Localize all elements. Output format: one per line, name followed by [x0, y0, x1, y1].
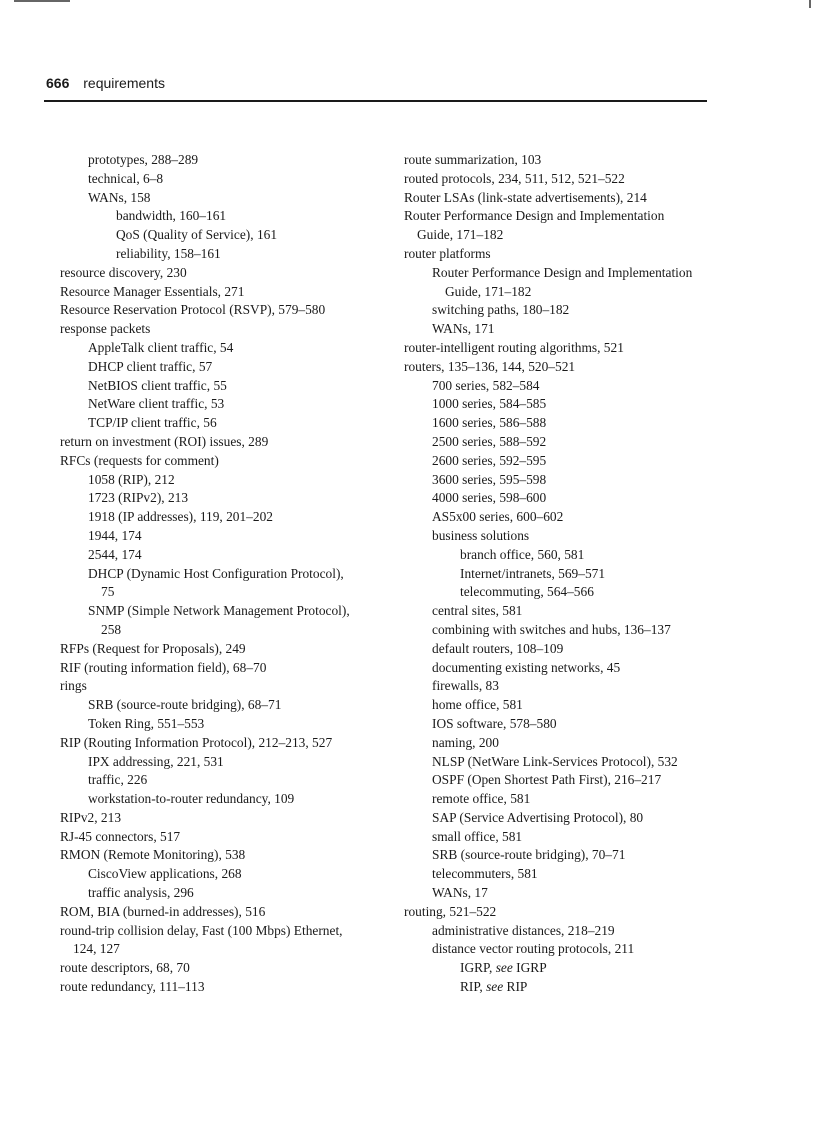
index-entry-text: naming, 200	[432, 734, 499, 750]
index-entry-text: Resource Manager Essentials, 271	[60, 283, 245, 299]
index-entry-continuation: 258	[101, 621, 122, 637]
index-entry-text: switching paths, 180–182	[432, 302, 570, 318]
index-entry	[60, 245, 390, 264]
index-entry-text: workstation-to-router redundancy, 109	[88, 791, 295, 807]
index-entry	[60, 865, 390, 884]
index-entry-text: RIPv2, 213	[60, 809, 122, 825]
index-entry	[60, 207, 390, 226]
index-entry-text: RFPs (Request for Proposals), 249	[60, 640, 246, 656]
index-entry-text: router-intelligent routing algorithms, 521	[404, 339, 624, 355]
index-entry	[404, 358, 734, 377]
index-entry	[404, 846, 734, 865]
index-entry	[60, 715, 390, 734]
crop-mark-top-right	[809, 0, 811, 8]
index-entry-text: Resource Reservation Protocol (RSVP), 579–580	[60, 302, 326, 318]
index-entry	[404, 471, 734, 490]
running-head-title: requirements	[83, 75, 165, 91]
index-entry-text: RIP (Routing Information Protocol), 212–213, 527	[60, 734, 333, 750]
index-entry	[60, 226, 390, 245]
index-entry	[60, 884, 390, 903]
index-entry-text: DHCP client traffic, 57	[88, 358, 213, 374]
index-entry-text: branch office, 560, 581	[460, 546, 585, 562]
index-column-right	[404, 151, 734, 997]
index-entry	[60, 546, 390, 565]
index-entry	[60, 358, 390, 377]
index-entry	[404, 377, 734, 396]
index-entry-text: 2544, 174	[88, 546, 142, 562]
index-entry	[404, 583, 734, 602]
index-entry	[60, 301, 390, 320]
index-entry-text: telecommuting, 564–566	[460, 584, 594, 600]
running-head	[46, 75, 165, 91]
index-entry-text: WANs, 158	[88, 189, 151, 205]
see-reference: see	[486, 979, 504, 995]
index-entry-text: combining with switches and hubs, 136–137	[432, 621, 671, 637]
index-entry	[404, 828, 734, 847]
index-entry	[404, 508, 734, 527]
index-entry-text: RMON (Remote Monitoring), 538	[60, 847, 246, 863]
index-entry-text: OSPF (Open Shortest Path First), 216–217	[432, 772, 662, 788]
index-entry-text: NetWare client traffic, 53	[88, 396, 225, 412]
index-entry	[404, 414, 734, 433]
index-entry-text: remote office, 581	[432, 791, 531, 807]
index-entry	[404, 978, 734, 997]
index-entry-text: 1000 series, 584–585	[432, 396, 547, 412]
index-entry	[60, 283, 390, 302]
index-entry-text: IOS software, 578–580	[432, 715, 557, 731]
index-entry	[60, 809, 390, 828]
index-entry	[404, 903, 734, 922]
index-entry-text: administrative distances, 218–219	[432, 922, 615, 938]
index-entry-text: NLSP (NetWare Link-Services Protocol), 532	[432, 753, 678, 769]
index-entry-text: 2600 series, 592–595	[432, 452, 547, 468]
index-entry	[404, 489, 734, 508]
index-entry-text: route redundancy, 111–113	[60, 979, 205, 995]
index-entry-text: 1723 (RIPv2), 213	[88, 490, 189, 506]
index-entry	[60, 959, 390, 978]
index-entry-text: central sites, 581	[432, 603, 523, 619]
index-entry	[404, 546, 734, 565]
index-entry	[404, 170, 734, 189]
page-number: 666	[46, 75, 70, 91]
index-entry	[404, 151, 734, 170]
index-entry-text: Router Performance Design and Implementation	[404, 208, 665, 224]
index-entry	[60, 320, 390, 339]
index-entry-text: SAP (Service Advertising Protocol), 80	[432, 809, 644, 825]
index-entry	[404, 527, 734, 546]
index-entry-continuation: Guide, 171–182	[445, 283, 532, 299]
crop-mark-top-left	[14, 0, 70, 2]
index-entry-text: 1918 (IP addresses), 119, 201–202	[88, 509, 273, 525]
index-entry	[60, 489, 390, 508]
index-entry	[60, 565, 390, 603]
index-entry-text: AS5x00 series, 600–602	[432, 509, 564, 525]
index-entry-text: Router LSAs (link-state advertisements), 214	[404, 189, 647, 205]
index-entry-text: router platforms	[404, 245, 491, 261]
index-entry	[60, 508, 390, 527]
index-entry	[404, 395, 734, 414]
index-entry-text: IGRP,	[460, 960, 496, 976]
index-entry-text: distance vector routing protocols, 211	[432, 941, 635, 957]
see-reference: see	[495, 960, 513, 976]
index-entry	[404, 940, 734, 959]
index-entry-text: SRB (source-route bridging), 70–71	[432, 847, 626, 863]
index-entry	[60, 640, 390, 659]
index-entry	[404, 207, 734, 245]
index-entry-text: 2500 series, 588–592	[432, 433, 547, 449]
index-entry-text: RIF (routing information field), 68–70	[60, 659, 267, 675]
index-entry-text: 1944, 174	[88, 527, 142, 543]
index-entry-text: 4000 series, 598–600	[432, 490, 547, 506]
index-entry-text: 1058 (RIP), 212	[88, 471, 175, 487]
index-entry-text: Router Performance Design and Implementation	[432, 264, 693, 280]
index-entry	[404, 565, 734, 584]
index-entry-text: Token Ring, 551–553	[88, 715, 205, 731]
index-entry	[60, 189, 390, 208]
index-entry	[60, 978, 390, 997]
index-entry	[60, 414, 390, 433]
index-column-left	[60, 151, 390, 997]
index-entry-text: technical, 6–8	[88, 170, 164, 186]
index-entry-text: resource discovery, 230	[60, 264, 187, 280]
index-entry-text: telecommuters, 581	[432, 866, 538, 882]
index-entry	[60, 377, 390, 396]
index-entry-text: small office, 581	[432, 828, 523, 844]
index-entry	[404, 865, 734, 884]
index-entry	[404, 320, 734, 339]
index-entry-text: route descriptors, 68, 70	[60, 960, 190, 976]
index-entry-continuation: Guide, 171–182	[417, 227, 504, 243]
index-entry-text: 1600 series, 586–588	[432, 415, 547, 431]
index-entry-continuation: 75	[101, 584, 115, 600]
index-entry	[404, 790, 734, 809]
index-entry	[60, 659, 390, 678]
index-entry-text: bandwidth, 160–161	[116, 208, 227, 224]
index-entry-text: TCP/IP client traffic, 56	[88, 415, 217, 431]
index-entry-text: IPX addressing, 221, 531	[88, 753, 224, 769]
index-entry-text: ROM, BIA (burned-in addresses), 516	[60, 903, 266, 919]
index-entry	[60, 395, 390, 414]
index-entry-text: AppleTalk client traffic, 54	[88, 339, 234, 355]
index-entry-text: WANs, 17	[432, 885, 488, 901]
index-entry	[60, 527, 390, 546]
index-entry	[60, 903, 390, 922]
index-entry	[60, 677, 390, 696]
index-entry-text: QoS (Quality of Service), 161	[116, 227, 278, 243]
index-entry	[404, 189, 734, 208]
index-entry	[60, 339, 390, 358]
index-entry	[60, 922, 390, 960]
index-entry	[404, 696, 734, 715]
index-entry	[60, 452, 390, 471]
index-entry-text: NetBIOS client traffic, 55	[88, 377, 227, 393]
index-entry	[404, 452, 734, 471]
index-entry-text: SRB (source-route bridging), 68–71	[88, 697, 282, 713]
index-entry	[404, 677, 734, 696]
index-entry-text: routing, 521–522	[404, 903, 497, 919]
index-entry	[404, 339, 734, 358]
index-entry	[404, 301, 734, 320]
index-entry-text: CiscoView applications, 268	[88, 866, 242, 882]
index-entry	[60, 753, 390, 772]
index-entry	[404, 245, 734, 264]
index-entry-text: return on investment (ROI) issues, 289	[60, 433, 269, 449]
index-entry-text: default routers, 108–109	[432, 640, 564, 656]
index-entry-text: Internet/intranets, 569–571	[460, 565, 606, 581]
index-entry-text: route summarization, 103	[404, 152, 542, 167]
index-entry-text: business solutions	[432, 527, 530, 543]
index-entry	[60, 696, 390, 715]
index-entry	[60, 828, 390, 847]
index-entry-text: DHCP (Dynamic Host Configuration Protocol),	[88, 565, 344, 581]
index-entry-text: traffic, 226	[88, 772, 148, 788]
index-entry	[404, 771, 734, 790]
index-entry	[404, 922, 734, 941]
index-entry	[60, 264, 390, 283]
index-entry-text: traffic analysis, 296	[88, 885, 194, 901]
index-entry-text: RFCs (requests for comment)	[60, 452, 219, 468]
index-entry	[60, 734, 390, 753]
index-entry	[60, 771, 390, 790]
index-entry-text: documenting existing networks, 45	[432, 659, 621, 675]
index-entry	[404, 264, 734, 302]
index-entry	[60, 846, 390, 865]
index-entry	[60, 471, 390, 490]
index-entry-text: 3600 series, 595–598	[432, 471, 547, 487]
index-entry	[404, 433, 734, 452]
index-entry	[60, 790, 390, 809]
index-entry-text: 700 series, 582–584	[432, 377, 540, 393]
index-entry	[60, 170, 390, 189]
index-entry-text: WANs, 171	[432, 321, 495, 337]
index-entry-text: rings	[60, 678, 87, 694]
index-entry	[404, 753, 734, 772]
index-entry-text: RIP,	[460, 979, 487, 995]
index-entry-text: reliability, 158–161	[116, 245, 221, 261]
index-entry	[60, 602, 390, 640]
index-entry-text: RJ-45 connectors, 517	[60, 828, 181, 844]
index-entry	[404, 621, 734, 640]
index-entry-continuation: 124, 127	[73, 941, 120, 957]
index-entry	[404, 602, 734, 621]
index-entry-text: response packets	[60, 321, 151, 337]
index-entry-text: routed protocols, 234, 511, 512, 521–522	[404, 170, 625, 186]
index-entry	[404, 659, 734, 678]
index-entry-text: round-trip collision delay, Fast (100 Mbps) Ethernet,	[60, 922, 343, 938]
index-entry	[404, 640, 734, 659]
index-entry	[404, 809, 734, 828]
index-entry-text: firewalls, 83	[432, 678, 499, 694]
see-target: RIP	[503, 979, 528, 995]
index-entry-text: routers, 135–136, 144, 520–521	[404, 358, 576, 374]
index-entry-text: prototypes, 288–289	[88, 152, 199, 167]
index-entry	[404, 884, 734, 903]
index-entry	[60, 433, 390, 452]
index-entry	[404, 734, 734, 753]
index-entry-text: home office, 581	[432, 697, 523, 713]
header-rule	[44, 100, 707, 102]
index-entry	[60, 151, 390, 170]
index-entry	[404, 959, 734, 978]
index-entry-text: SNMP (Simple Network Management Protocol),	[88, 603, 350, 619]
see-target: IGRP	[512, 960, 547, 976]
index-entry	[404, 715, 734, 734]
